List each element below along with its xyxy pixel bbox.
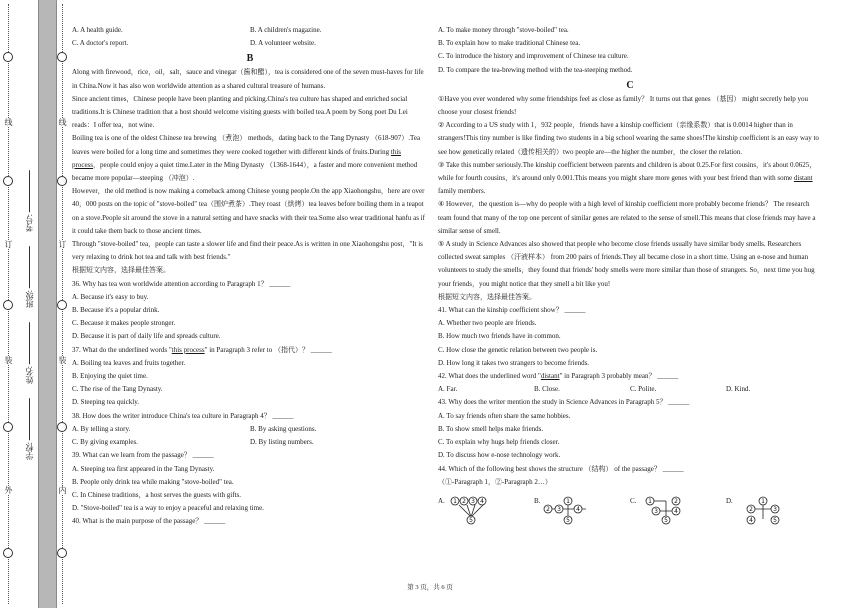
node-label: 5 [772, 516, 777, 524]
paragraph: ①Have you ever wondered why some friendships feel as close as family？ It turns out that genes （基因） might secretly help you choose your closest friends! [438, 94, 808, 117]
option-a[interactable]: A. Boiling tea leaves and fruits together. [72, 358, 186, 367]
seal-label: 装 [58, 356, 67, 364]
passage-title-b: B [246, 53, 254, 65]
seal-circle [3, 52, 13, 62]
option-c[interactable]: C. To introduce the history and improvement of Chinese tea culture. [438, 52, 629, 61]
inner-seal-line [57, 0, 69, 608]
options-row [438, 383, 822, 396]
seal-label: 线 [4, 118, 13, 126]
node-label: 2 [461, 497, 466, 505]
right-column [438, 24, 822, 525]
option-b[interactable]: B. Enjoying the quiet time. [72, 372, 148, 381]
paragraph: Boiling tea is one of the oldest Chinese tea brewing （煮泡） methods，dating back to the Tang Dynasty （618-907）.Tea leaves were boiled for a long time and sometimes they were cooked together with different kinds of fruits.During this process，people could enjoy a quiet time.Later in the Ming Dynasty （1368-1644），a faster and more convenient method became more popular—steeping （冲泡）. [72, 134, 421, 183]
underlined-phrase: this process [72, 147, 401, 169]
seal-circle [3, 176, 13, 186]
question-note: （①-Paragraph 1，②-Paragraph 2…） [438, 477, 552, 486]
option-a[interactable]: A. Steeping tea first appeared in the Tang Dynasty. [72, 464, 215, 473]
option-d[interactable]: D. Because it is part of daily life and spreads culture. [72, 332, 221, 341]
option-b[interactable]: B. Because it's a popular drink. [72, 306, 160, 315]
option-c[interactable]: C. By giving examples. [72, 438, 138, 447]
option-a[interactable]: A. Far. [438, 385, 458, 394]
question-stem: 40. What is the main purpose of the passage？ ______ [72, 517, 226, 526]
option-a[interactable]: A. A health guide. [72, 26, 123, 34]
passage-title-c: C [626, 79, 634, 91]
option-b[interactable]: B. To show smell helps make friends. [438, 424, 544, 433]
option-label: B. [534, 496, 541, 505]
paragraph: ⑤ A study in Science Advances also showed that people who become close friends usually have similar body smells. Researchers collected sweat samples （汗液样本） from 200 pairs of friends.They all became close in a short time. Using an e-nose and human volunteers to study the smells，they found that friends' body smells were more similar than those of strangers. So，next time you hug your friends，you might notice that they smell a bit like you! [438, 240, 815, 288]
structure-option-c[interactable] [630, 495, 726, 525]
option-b[interactable]: B. Close. [534, 385, 560, 394]
option-a[interactable]: A. By telling a story. [72, 424, 131, 433]
option-d[interactable]: D. To discuss how e-nose technology work. [438, 451, 561, 460]
underlined-word: distant [793, 174, 813, 183]
option-d[interactable]: D. "Stove-boiled" tea is a way to enjoy a peaceful and relaxing time. [72, 504, 264, 513]
node-label: 5 [566, 516, 571, 524]
paragraph: ④ However，the question is—why do people with a high level of kinship coefficient more probably become friends？ The research team found that many of the top one percent of similar genes are related to the sense of smell.This means that close friends may have a similar sense of smell. [438, 200, 816, 235]
node-label: 5 [468, 516, 473, 524]
node-label: 4 [479, 497, 484, 505]
structure-diagram-c [638, 495, 690, 525]
question-stem: 43. Why does the writer mention the study in Science Advances in Paragraph 5？ ______ [438, 398, 690, 407]
seal-circle [57, 176, 67, 186]
paragraph: However，the old method is now making a comeback among Chinese young people.On the app Xiaohongshu，here are over 40，000 posts on the topic of "stove-boiled" tea（围炉煮茶）.They roast（烘烤）tea leaves before boiling them in a teapot on a stove.People sit around the stove in a natural setting and have snacks with their tea.Some also wear traditional hanfu as if it could take them back to those ancient times. [72, 187, 426, 235]
page-footer: 第 3 页，共 6 页 [407, 584, 453, 591]
structure-option-a[interactable] [438, 495, 534, 525]
node-label: 1 [648, 497, 653, 505]
node-label: 4 [674, 507, 679, 515]
options-row [72, 436, 428, 449]
student-info [22, 0, 38, 608]
class-field[interactable]: 班级: [25, 246, 35, 308]
option-d[interactable]: D. A volunteer website. [250, 39, 316, 48]
option-c[interactable]: C. To explain why hugs help friends closer. [438, 438, 560, 447]
underlined-phrase: this process [171, 345, 205, 354]
prev-options-row [72, 37, 428, 50]
node-label: 3 [772, 505, 777, 513]
option-b[interactable]: B. How much two friends have in common. [438, 332, 561, 341]
seal-label: 线 [58, 118, 67, 126]
option-d[interactable]: D. To compare the tea-brewing method with the tea-steeping method. [438, 65, 633, 74]
option-b[interactable]: B. To explain how to make traditional Chinese tea. [438, 39, 581, 48]
question-stem: 39. What can we learn from the passage？ ______ [72, 451, 214, 460]
seal-label: 装 [4, 356, 13, 364]
node-label: 3 [557, 505, 562, 513]
option-d[interactable]: D. Kind. [726, 385, 751, 394]
structure-option-d[interactable] [726, 495, 822, 525]
outer-seal-line [3, 0, 15, 608]
option-a[interactable]: A. To say friends often share the same hobbies. [438, 411, 571, 420]
question-stem: 42. What does the underlined word "distant" in Paragraph 3 probably mean？ ______ [438, 372, 679, 381]
seal-label: 外 [4, 486, 13, 494]
question-stem: 36. Why has tea won worldwide attention according to Paragraph 1？ ______ [72, 279, 291, 288]
option-c[interactable]: C. In Chinese traditions，a host serves the guests with gifts. [72, 490, 241, 499]
option-c[interactable]: C. How close the genetic relation between two people is. [438, 345, 598, 354]
option-c[interactable]: C. A doctor's report. [72, 39, 129, 48]
paragraph: Through "stove-boiled" tea，people can taste a slower life and find their peace.As is written in one Xiaohongshu post，"It is very relaxing to drink hot tea and talk with best friends." [72, 240, 423, 262]
question-stem: 37. What do the underlined words "this process" in Paragraph 3 refer to （指代）？ ______ [72, 345, 332, 354]
seal-circle [57, 422, 67, 432]
option-label: C. [630, 496, 637, 505]
option-label: D. [726, 496, 733, 505]
node-label: 2 [546, 505, 551, 513]
seal-circle [57, 548, 67, 558]
seal-circle [3, 300, 13, 310]
node-label: 2 [674, 497, 679, 505]
paragraph: Since ancient times，Chinese people have been planting and picking.China's tea culture has shaped and enriched social traditions.It is Chinese tradition that a host should welcome visiting guests with boiled tea.A poem by Song poet Du Lei reads：I offer tea，not wine. [72, 94, 408, 130]
option-a[interactable]: A. Because it's easy to buy. [72, 292, 149, 301]
structure-option-b[interactable] [534, 495, 630, 525]
structure-diagram-d [735, 495, 787, 525]
option-c[interactable]: C. Polite. [630, 385, 657, 394]
node-label: 1 [452, 497, 457, 505]
node-label: 4 [748, 516, 753, 524]
node-label: 5 [664, 516, 669, 524]
option-d[interactable]: D. By listing numbers. [250, 438, 314, 447]
structure-diagram-b [542, 495, 594, 525]
instruction: 根据短文内容，选择最佳答案。 [72, 266, 170, 275]
option-c[interactable]: C. The rise of the Tang Dynasty. [72, 385, 163, 394]
binding-margin [0, 0, 67, 608]
structure-options [438, 495, 822, 525]
option-c[interactable]: C. Because it makes people stronger. [72, 319, 176, 328]
question-stem: 38. How does the writer introduce China's tea culture in Paragraph 4？ ______ [72, 411, 294, 420]
seal-circle [3, 548, 13, 558]
question-stem: 44. Which of the following best shows the structure （结构） of the passage？ ______ [438, 464, 684, 473]
paragraph: ② According to a US study with 1，932 people，friends have a kinship coefficient（亲缘系数）that is 0.0014 higher than in strangers!This tiny number is like finding two students in a big school wearing the same shoes!The kinship coefficient is an easy way to see how genetically related（遗传相关的）two people are—the higher the number，the closer the relation. [438, 121, 819, 156]
node-label: 3 [470, 497, 475, 505]
seal-circle [3, 422, 13, 432]
structure-diagram-a [447, 495, 499, 525]
node-label: 1 [566, 497, 571, 505]
seal-label: 订 [58, 240, 67, 248]
name-field[interactable]: 姓名: [25, 322, 35, 384]
seal-circle [57, 300, 67, 310]
binding-bar [38, 0, 57, 608]
underlined-word: distant [540, 372, 560, 381]
option-b[interactable]: B. A children's magazine. [250, 26, 322, 34]
school-field[interactable]: 学校: [25, 398, 35, 460]
node-label: 2 [748, 505, 753, 513]
node-label: 3 [654, 507, 659, 515]
option-b[interactable]: B. People only drink tea while making "stove-boiled" tea. [72, 477, 234, 486]
prev-options-row [72, 24, 428, 37]
option-a[interactable]: A. To make money through "stove-boiled" tea. [438, 26, 569, 34]
seal-circle [57, 52, 67, 62]
node-label: 1 [760, 497, 765, 505]
option-d[interactable]: D. How long it takes two strangers to become friends. [438, 358, 590, 367]
node-label: 4 [576, 505, 581, 513]
option-a[interactable]: A. Whether two people are friends. [438, 319, 537, 328]
instruction: 根据短文内容，选择最佳答案。 [438, 292, 536, 301]
paragraph: ③ Take this number seriously.The kinship coefficient between parents and children is about 0.25.For first cousins，it's about 0.0625，while for fourth cousins，it's around only 0.001.This means you might share more genes with your best friend than with some distant family members. [438, 160, 817, 196]
option-b[interactable]: B. By asking questions. [250, 424, 317, 433]
exam-number-field[interactable]: 考号: [25, 170, 35, 232]
question-stem: 41. What can the kinship coefficient show？ ______ [438, 306, 586, 315]
seal-label: 内 [58, 486, 67, 494]
seal-label: 订 [4, 240, 13, 248]
paragraph: Along with firewood，rice，oil，salt，sauce and vinegar（酱和醋），tea is considered one of the seven must-haves for life in China.Now it has also won worldwide attention as a shared cultural treasure of humans. [72, 68, 424, 90]
option-d[interactable]: D. Steeping tea quickly. [72, 398, 140, 407]
option-label: A. [438, 496, 445, 505]
options-row [72, 423, 428, 436]
left-column [72, 24, 428, 529]
